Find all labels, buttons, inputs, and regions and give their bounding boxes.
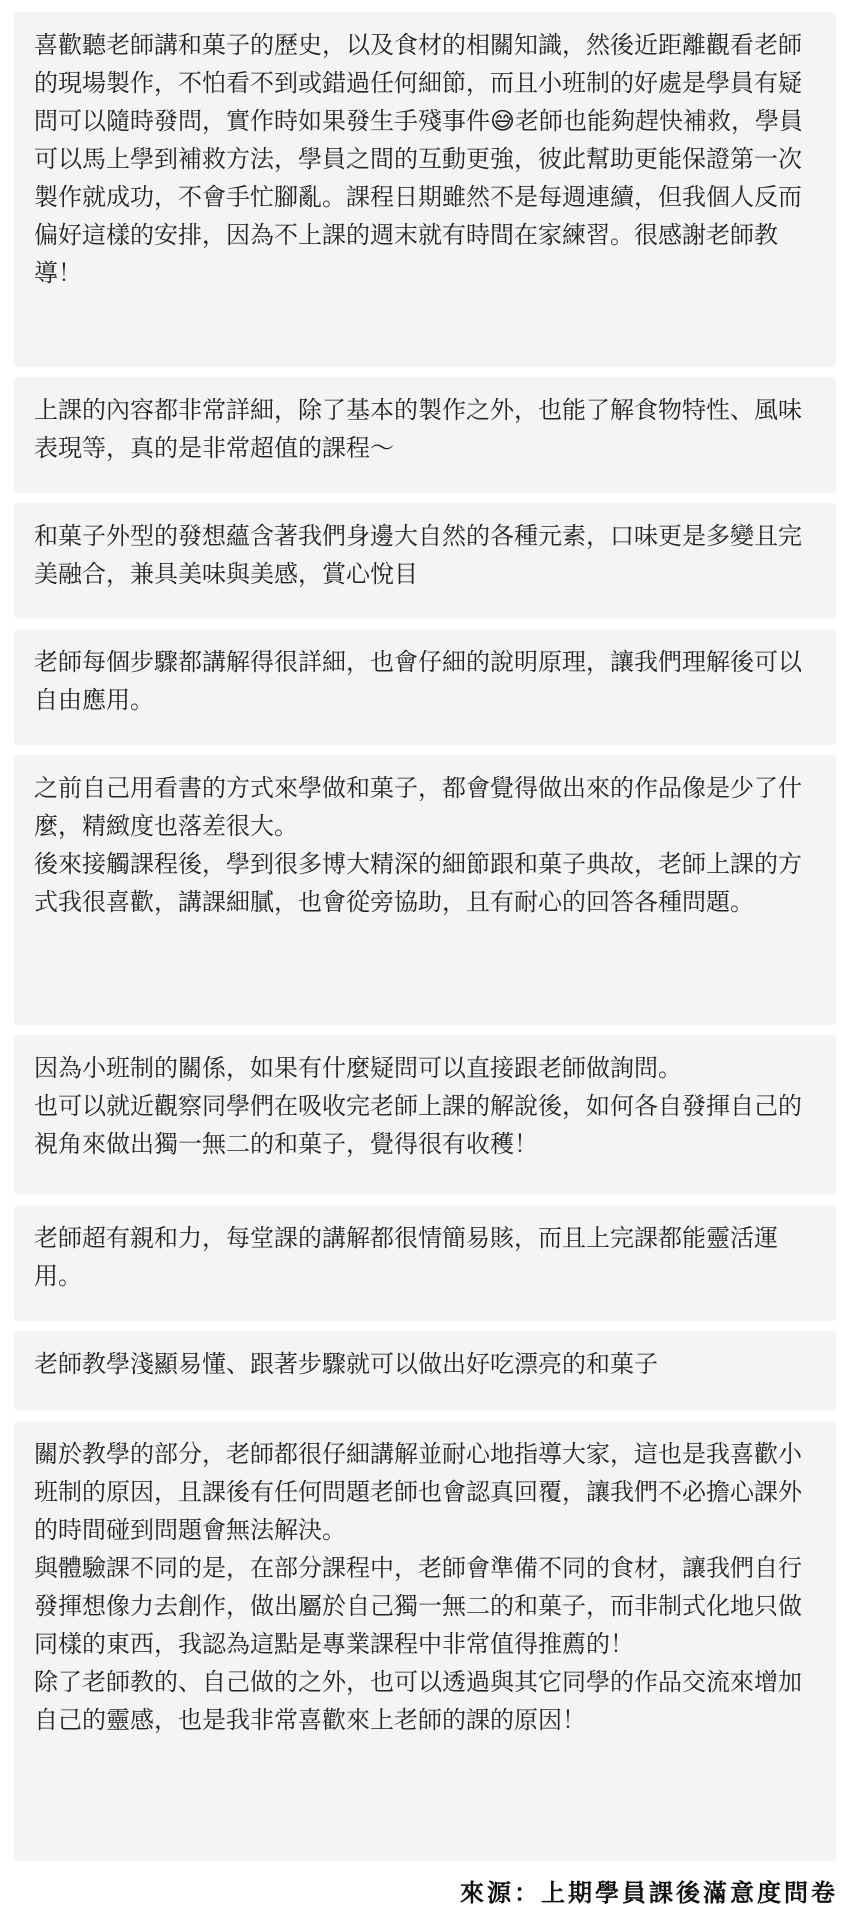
review-text: 上課的內容都非常詳細，除了基本的製作之外，也能了解食物特性、風味表現等，真的是非常超值的課程～	[34, 396, 802, 462]
review-text: 老師教學淺顯易懂、跟著步驟就可以做出好吃漂亮的和菓子	[34, 1350, 658, 1378]
review-text: 關於教學的部分，老師都很仔細講解並耐心地指導大家，這也是我喜歡小班制的原因，且課後有任何問題老師也會認真回覆，讓我們不必擔心課外的時間碰到問題會無法解決。 與體驗課不同的是，在部分課程中，老師會準備不同的食材，讓我們自行發揮想像力去創作，做出屬於自己獨一無二的和菓子，而非制式化地只做同樣的東西，我認為這點是專業課程中非常值得推薦的！ 除了老師教的、自己做的之外，也可以透過與其它同學的作品交流來增加自己的靈感，也是我非常喜歡來上老師的課的原因！	[34, 1440, 802, 1734]
review-card	[14, 12, 836, 367]
review-text: 喜歡聽老師講和菓子的歷史，以及食材的相關知識，然後近距離觀看老師的現場製作，不怕看不到或錯過任何細節，而且小班制的好處是學員有疑問可以隨時發問，實作時如果發生手殘事件😅老師也能夠趕快補救，學員可以馬上學到補救方法，學員之間的互動更強，彼此幫助更能保證第一次製作就成功，不會手忙腳亂。課程日期雖然不是每週連續，但我個人反而偏好這樣的安排，因為不上課的週末就有時間在家練習。很感謝老師教導！	[34, 31, 804, 287]
review-card	[14, 1421, 836, 1861]
review-card	[14, 629, 836, 745]
review-card	[14, 503, 836, 619]
review-card	[14, 1331, 836, 1411]
source-label: 來源：上期學員課後滿意度問卷	[460, 1878, 838, 1907]
review-card	[14, 1035, 836, 1195]
review-card	[14, 1205, 836, 1321]
review-text: 老師超有親和力，每堂課的講解都很情簡易賅，而且上完課都能靈活運用。	[34, 1224, 778, 1290]
review-text: 因為小班制的關係，如果有什麼疑問可以直接跟老師做詢問。 也可以就近觀察同學們在吸收完老師上課的解說後，如何各自發揮自己的視角來做出獨一無二的和菓子，覺得很有收穫！	[34, 1054, 802, 1158]
review-text: 老師每個步驟都講解得很詳細，也會仔細的說明原理，讓我們理解後可以自由應用。	[34, 648, 802, 714]
review-card	[14, 755, 836, 1025]
review-card	[14, 377, 836, 493]
review-text: 和菓子外型的發想蘊含著我們身邊大自然的各種元素，口味更是多變且完美融合，兼具美味與美感，賞心悅目	[34, 522, 802, 588]
review-text: 之前自己用看書的方式來學做和菓子，都會覺得做出來的作品像是少了什麼，精緻度也落差很大。 後來接觸課程後，學到很多博大精深的細節跟和菓子典故，老師上課的方式我很喜歡，講課細膩，也會從旁協助，且有耐心的回答各種問題。	[34, 774, 802, 916]
